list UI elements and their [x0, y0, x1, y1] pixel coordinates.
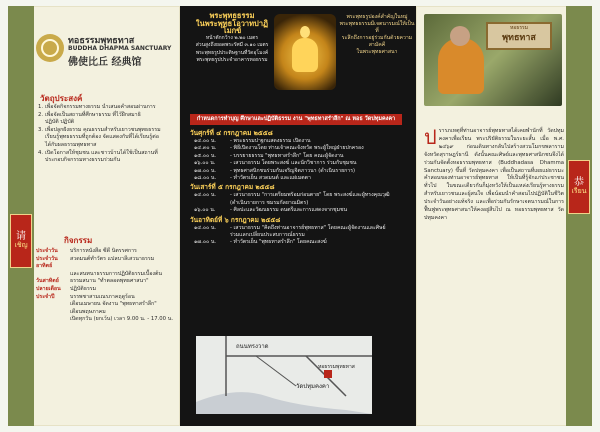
schedule-desc: - พระธรรมปาฐกแสดงธรรม เปิดงาน — [230, 138, 311, 144]
schedule-item — [190, 160, 414, 167]
objective-number — [38, 157, 45, 165]
objective-number: 3. — [38, 126, 44, 133]
schedule-time — [190, 200, 230, 207]
objective-number — [38, 134, 45, 142]
activity-value: สวดมนต์ทำวัตร แปลบาลีเสวนาธรรม — [70, 255, 155, 262]
objective-number: 4. — [38, 149, 44, 156]
schedule-item — [190, 207, 414, 214]
activity-label: วันสาทิตย์ — [36, 278, 59, 285]
buddha-statue-image — [274, 14, 336, 90]
schedule-desc: - เสวนาธรรม "การเตรียมพร้อมก่อนตาย" โดย พระสงฆ์และผู้ทรงคุณวุฒิ — [230, 192, 390, 199]
objective-item — [38, 157, 170, 165]
history-text: รารภเหตุที่ท่านอาจารย์พุทธทาสได้เคยพำนักที่ วัดปทุมคงคาเพื่อเรียน พระปริยัติธรรมในระยะสั้น เมื่อ พ.ศ. ๒๔๖๙ ก่อนเดินทางกลับไปสร้างสวนโมกขพลาราม จังหวัดสุราษฎร์ธานี ดังนั้นคณะศิษย์และพุทธศาสนิกชนจึงได้ร่วมกันจัดตั้งหอธรรมพุทธทาส (Buddhadasa Dhamma Sanctuary) ขึ้นที่ วัดปทุมคงคา เพื่อเป็นสถานที่เผยแผ่ธรรมะ คำสอนของท่านอาจารย์พุทธทาส ให้เป็นที่รู้จักแก่ประชาชนทั่วไป ในขณะเดียวกันก็มุ่งหวังให้เป็นแหล่งเรียนรู้ทางธรรมสำหรับเยาวชนและผู้สนใจ เพื่อน้อมนำคำสอนไปปฏิบัติในชีวิตประจำวันอย่างแท้จริง และเพื่อร่วมกันรักษาเจตนารมณ์ในการฟื้นฟูพระพุทธศาสนาให้คงอยู่สืบไป ณ หอธรรมพุทธทาส วัดปทุมคงคา — [424, 128, 564, 221]
objective-item — [38, 134, 170, 142]
statue-description — [338, 14, 416, 56]
schedule-desc: - เสวนาธรรม "คิดถึงท่านอาจารย์พุทธทาส" โดยคณะผู้จัดงานและศิษย์ — [230, 224, 386, 231]
activity-label: ประจำวัน — [36, 248, 58, 254]
schedule-item — [190, 225, 414, 232]
badge-cn-char: 恭 — [574, 177, 584, 188]
objective-text: ปฏิบัติ ปฏิบัติ — [45, 119, 75, 126]
schedule-desc: - พิธีเปิดงานโดย ท่านเจ้าคณะจังหวัด พระผู้ใหญ่ฝ่ายปกครอง — [230, 145, 364, 152]
activity-label: ปลายเดือน — [36, 285, 61, 292]
schedule-desc: - ทำวัตรเย็น "พุทธทาสรำลึก" โดยคณะสงฆ์ — [230, 239, 327, 246]
schedule-time: ๑๖.๐๐ น. — [194, 160, 216, 167]
schedule-item — [190, 168, 414, 175]
schedule-time: ๑๗.๐๐ น. — [194, 239, 217, 246]
schedule-time: ๑๗.๐๐ น. — [194, 167, 217, 174]
activity-row — [36, 256, 176, 271]
invite-badge-left — [10, 214, 32, 268]
activity-row — [36, 286, 176, 294]
objective-text: เพื่อปลูกฝังธรรม คุณธรรมสำหรับเยาวชนพุทธธรรม — [45, 126, 161, 133]
schedule-banner: กำหนดการทำบุญ ศึกษาและปฏิบัติธรรม งาน "พุทธทาสรำลึก" ณ หอธ วัดปทุมคงคา — [190, 114, 402, 125]
activity-value: เดือนพฤษภาคม — [70, 308, 106, 315]
statue-subtitle: ในพระพุทธโอวาทปาฏิโมกข์ — [195, 18, 269, 35]
description-line: พระพุทธรูปองค์สำคัญในหมู่ — [346, 14, 408, 20]
description-line: ในพระพุทธศาสนา — [356, 49, 398, 55]
sanctuary-logo-icon — [36, 34, 64, 62]
photo-title-small: หอธรรม — [509, 25, 529, 31]
activity-row — [36, 278, 176, 286]
statue-detail-line: ส่วนสูงถึงยอดพระรัศมี ๓.๑๐ เมตร — [195, 42, 269, 48]
activity-value: ปฏิบัติธรรม — [70, 285, 97, 292]
schedule-time: ๑๔.๓๐ น. — [194, 145, 217, 152]
location-map — [196, 336, 372, 414]
org-name-thai: ทอธรรมพุทธทาส — [68, 36, 135, 46]
activity-label: ประจำวันอาทิตย์ — [36, 255, 58, 270]
objective-text: เพื่อจัดกิจกรรมทางธรรม นำเสนอคำสอนผ่านการ — [45, 104, 156, 110]
schedule-time: ๑๕.๐๐ น. — [194, 152, 217, 159]
schedule-item — [190, 239, 414, 246]
photo-title-plate — [486, 22, 552, 50]
objective-item — [38, 119, 170, 127]
schedule-item — [190, 175, 414, 182]
schedule-day-heading: วันอาทิตย์ที่ ๖ กรกฎาคม ๒๕๕๘ — [190, 215, 281, 224]
objective-text: ได้กับผลธรรมพุทธทาส — [45, 141, 97, 148]
statue-title: พระพุทธธรรม — [209, 11, 255, 20]
objective-item — [38, 142, 170, 150]
activity-label — [36, 301, 70, 309]
schedule-desc: - พุทธศาสนิกชนร่วมกันเจริญจิตภาวนา (ดำเนินรายการ) — [230, 167, 356, 174]
activity-label — [36, 316, 70, 324]
org-name-english: BUDDHA DHAPMA SANCTUARY — [68, 45, 172, 52]
right-side-strip — [566, 6, 592, 426]
schedule-time — [190, 232, 230, 239]
description-line: ระลึกถึงการอยู่ร่วมกันด้วยความสามัคคี — [341, 35, 413, 48]
schedule-day-heading: วันเสาร์ที่ ๕ กรกฎาคม ๒๕๕๘ — [190, 183, 275, 192]
schedule-desc: ร่วมแลกเปลี่ยนประสบการณ์ธรรม — [230, 232, 305, 239]
objective-text: เปิดโอกาสให้ชุมชน และชาวบ้านได้ใช้เป็นสถานที่ — [45, 149, 158, 156]
badge-cn-char: 请 — [16, 231, 26, 242]
activity-row — [36, 301, 176, 309]
statue-detail-line: พระพุทธรูปประดิษฐานที่วัดอุโมงค์ — [195, 49, 269, 56]
activity-row — [36, 248, 176, 256]
objective-number: 1. — [38, 104, 44, 110]
objective-text: ประกอบกิจกรรมทางธรรมร่วมกัน — [45, 157, 121, 164]
activity-value: เปิดทุกวัน (ยกเว้น) เวลา 9.00 น. - 17.00 น. — [70, 316, 174, 323]
badge-th-word: เชิญ — [14, 241, 28, 249]
schedule-desc: - บรรยายธรรม "พุทธทาสรำลึก" โดย คณะผู้จัดงาน — [230, 152, 344, 159]
objective-number: 2. — [38, 111, 44, 118]
objective-item — [38, 104, 170, 112]
activity-row — [36, 316, 176, 324]
objective-text: เพื่อจัดเป็นสถานที่ศึกษาธรรม ที่ไว้ฝึกสมาธิ — [45, 111, 141, 118]
activity-value: และสนทนาธรรมการปฏิบัติธรรมเบื้องต้น — [70, 270, 163, 277]
schedule-time: ๑๘.๐๐ น. — [194, 175, 217, 182]
schedule-time: ๑๔.๐๐ น. — [194, 224, 217, 231]
objective-number — [38, 119, 45, 127]
drop-cap: ป — [424, 125, 437, 149]
objective-text: เรียนรู้พุทธธรรมที่ถูกต้อง จัดแสดงกับที่ได้เรียนรู้ต่อ — [45, 134, 159, 141]
objectives-title: วัตถุประสงค์ — [40, 94, 83, 103]
schedule-day-heading: วันศุกร์ที่ ๔ กรกฎาคม ๒๕๕๘ — [190, 129, 273, 137]
buddha-statue-caption — [192, 12, 272, 65]
map-temple-label: วัดปทุมคงคา — [296, 383, 330, 390]
activity-label: ประจำปี — [36, 293, 55, 300]
temple-marker-icon — [324, 370, 332, 378]
schedule-item — [190, 192, 414, 199]
activity-label — [36, 309, 70, 317]
badge-th-word: เรียน — [571, 187, 587, 195]
org-name-chinese: 佛使比丘 经典馆 — [68, 57, 142, 68]
objectives-list — [38, 104, 170, 165]
invite-badge-right — [568, 160, 590, 214]
description-line: พระพุทธธรรมมีเจตนารมณ์ให้เป็นที่ — [339, 21, 415, 34]
map-sanctuary-label: หอธรรมพุทธทาส — [318, 364, 355, 370]
photo-title-big: พุทธทาส — [502, 33, 536, 43]
schedule-desc: - ทำวัตรเย็น สวดมนต์ และแผ่เมตตา — [230, 175, 311, 182]
schedule-desc: - เสวนาธรรม โดยพระสงฆ์ และนักวิชาการ ร่วมกับชุมชน — [230, 160, 357, 167]
schedule-time: ๑๖.๐๐ น. — [194, 207, 216, 214]
event-schedule — [190, 128, 414, 247]
schedule-desc: (ดำเนินรายการ ชมรมกัลยาณมิตร) — [230, 199, 309, 206]
objective-number — [38, 142, 45, 150]
schedule-time: ๑๔.๐๐ น. — [194, 192, 217, 199]
schedule-desc: - ศิลปะและวัฒนธรรม ดนตรีและการแสดงจากชุมชน — [230, 207, 348, 214]
activity-value: บริการหนังสือ ซีดี นิตรรศการ — [70, 248, 137, 254]
schedule-time: ๑๔.๐๐ น. — [194, 138, 217, 144]
map-road-label: ถนนทรงวาด — [236, 343, 269, 350]
activity-value: บรรพชาสามเณรภาคฤดูร้อน — [70, 293, 135, 300]
statue-detail-line: พระพุทธรูปประจำอาคารหอธรรม — [196, 57, 268, 63]
history-paragraph — [424, 125, 564, 223]
activity-value: ธรรมสนาน "ทำตลอดพุทธศาสนา" — [70, 278, 149, 285]
schedule-item — [190, 145, 414, 152]
activities-list — [36, 248, 176, 324]
activity-value: เดือนเมษายน จัดงาน "พุทธทาสรำลึก" — [70, 301, 157, 308]
activities-title: กิจกรรม — [64, 236, 93, 245]
statue-detail-line: หน้าตักกว้าง ๒.๒๐ เมตร — [205, 34, 259, 41]
